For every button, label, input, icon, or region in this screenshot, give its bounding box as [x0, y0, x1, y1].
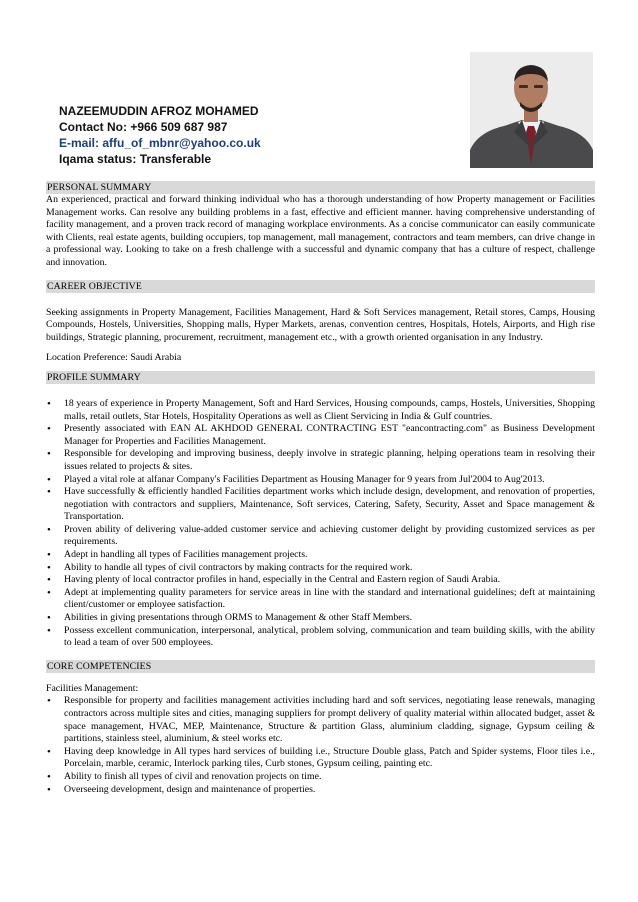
iqama-status: Iqama status: Transferable — [59, 152, 212, 166]
section-heading-profile-summary: PROFILE SUMMARY — [46, 371, 595, 384]
list-item: • Played a vital role at alfanar Company's Facilities Department as Housing Manager for 9 years from Jul'2004 to Aug'2013. — [46, 474, 595, 487]
list-item: • Adept at implementing quality parameters for service areas in line with the standard and international guidelines; deft at maintaining client/customer or employee satisfaction. — [46, 587, 595, 612]
list-item: • Presently associated with EAN AL AKHDOD GENERAL CONTRACTING EST "eancontracting.com" as Business Development Manager for Properties and Facilities Management. — [46, 423, 595, 448]
list-item: • Ability to handle all types of civil contractors by making contracts for the required work. — [46, 562, 595, 575]
section-heading-career-objective: CAREER OBJECTIVE — [46, 280, 595, 293]
core-competencies-list — [46, 695, 595, 796]
section-heading-core-competencies: CORE COMPETENCIES — [46, 660, 595, 673]
list-item: • Proven ability of delivering value-added customer service and achieving customer delight by providing customized services as per requirements. — [46, 524, 595, 549]
list-item: • Adept in handling all types of Facilities management projects. — [46, 549, 595, 562]
list-item: • Ability to finish all types of civil and renovation projects on time. — [46, 771, 595, 784]
profile-summary-list — [46, 398, 595, 650]
list-item: • Have successfully & efficiently handled Facilities department works which include design, development, and renovation of properties, negotiation with contractors and suppliers, Maintenance, Soft services, Catering, Safety, Security, Asset and Space management & Transportation. — [46, 486, 595, 524]
contact-number: Contact No: +966 509 687 987 — [59, 120, 228, 134]
list-item: • 18 years of experience in Property Management, Soft and Hard Services, Housing compounds, camps, Hostels, Universities, Shopping malls, retail outlets, Star Hotels, Hospitality Operations as well as Client Servicing in India & Gulf countries. — [46, 398, 595, 423]
portrait-image — [470, 52, 593, 168]
resume-header — [59, 103, 261, 167]
list-item: • Having deep knowledge in All types hard services of building i.e., Structure Double glass, Patch and Spider systems, Floor tiles i.e., Porcelain, marble, ceramic, Interlock parking tiles, Curb stones, Gypsum ceiling, painting etc. — [46, 746, 595, 771]
list-item: • Having plenty of local contractor profiles in hand, especially in the Central and Eastern region of Saudi Arabia. — [46, 574, 595, 587]
career-objective-text: Seeking assignments in Property Management, Facilities Management, Hard & Soft Services management, Retail stores, Camps, Housing Compounds, Hostels, Universities, Shopping malls, Hyper Markets, arenas, convention centres, Hospitals, Hotels, Airports, and High rise buildings, Strategic planning, procurement, recruitment, management etc., with a growth oriented organisation in any Industry. — [46, 306, 595, 343]
personal-summary-text: An experienced, practical and forward thinking individual who has a thorough understanding of how Property management or Facilities Management works. Can resolve any building problems in a fast, effective and efficient manner. having comprehensive understanding of facility management, and a proven track record of managing workplace environments. As a concise communicator can easily communicate with Clients, real estate agents, building occupiers, top management, mall management, contractors and team members, can drive change in a professional way. Looking to take on a fresh challenge with a successful and dynamic company that has a culture of respect, challenge and innovation. — [46, 194, 595, 268]
email-address[interactable]: E-mail: affu_of_mbnr@yahoo.co.uk — [59, 136, 261, 150]
section-heading-personal-summary: PERSONAL SUMMARY — [46, 181, 595, 194]
resume-body — [46, 181, 595, 796]
list-item: • Overseeing development, design and maintenance of properties. — [46, 784, 595, 797]
list-item: • Responsible for property and facilities management activities including hard and soft services, negotiating lease renewals, managing contractors across multiple sites and cities, managing suppliers for prompt delivery of quality material within allocated budget, asset & space management, HVAC, MEP, Maintenance, Structure & partition Glass, aluminium cladding, signage, Gypsum ceiling & partitions, stainless steel, aluminium, & steel works etc. — [46, 695, 595, 745]
list-item: • Abilities in giving presentations through ORMS to Management & other Staff Members. — [46, 612, 595, 625]
competency-sublabel: Facilities Management: — [46, 682, 139, 694]
list-item: • Responsible for developing and improving business, deeply involve in strategic planning, helping operations team in resolving their issues related to projects & sites. — [46, 448, 595, 473]
profile-photo — [470, 52, 593, 168]
list-item: • Possess excellent communication, interpersonal, analytical, problem solving, communication and team building skills, with the ability to lead a team of over 500 employees. — [46, 625, 595, 650]
candidate-name: NAZEEMUDDIN AFROZ MOHAMED — [59, 104, 259, 118]
location-preference: Location Preference: Saudi Arabia — [46, 352, 182, 364]
